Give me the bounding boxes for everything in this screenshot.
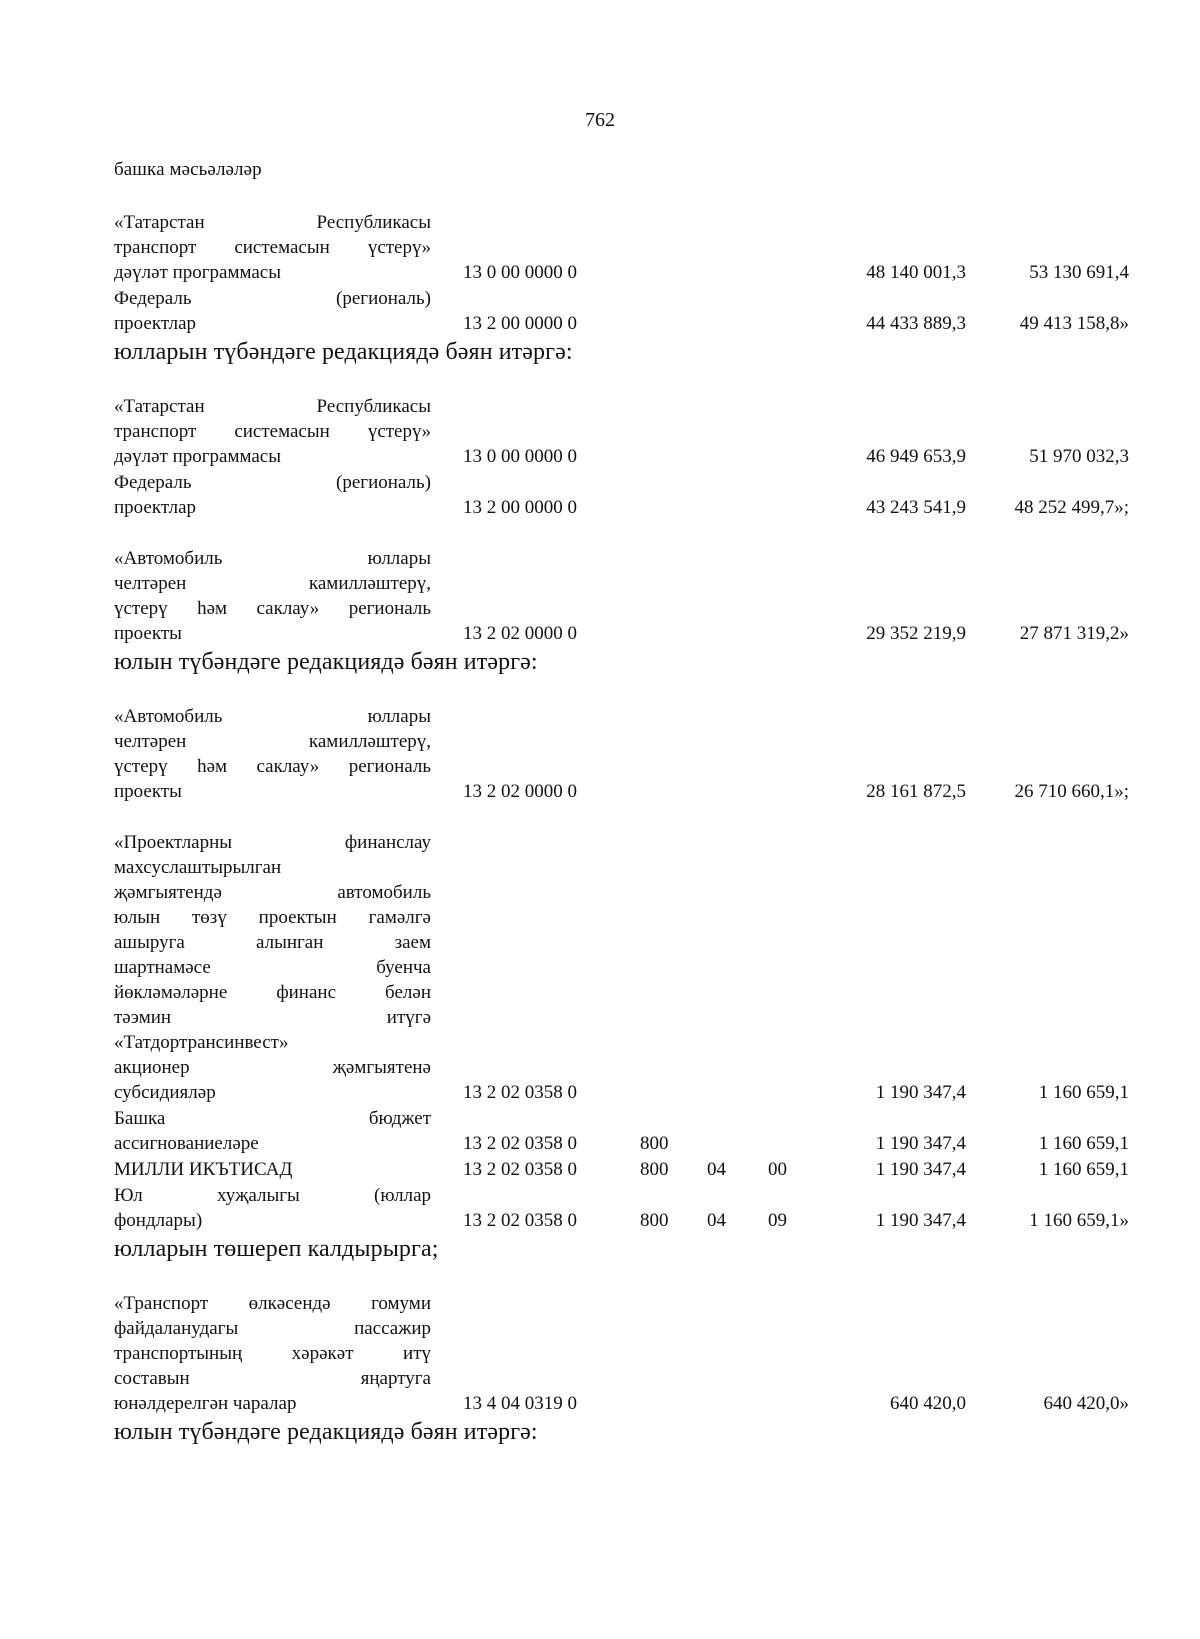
target-code: 13 2 02 0358 0 <box>463 1159 577 1180</box>
row-name-line: Федераль (региональ) <box>114 288 431 309</box>
table-row <box>0 704 1200 804</box>
row-name <box>114 210 431 285</box>
row-name <box>114 1106 431 1156</box>
table-row <box>0 286 1200 336</box>
row-name-line: проектлар <box>114 313 197 334</box>
expense-type: 800 <box>640 1210 669 1231</box>
target-code: 13 2 02 0358 0 <box>463 1082 577 1103</box>
amount-year-2: 1 160 659,1» <box>1029 1210 1129 1231</box>
amendment-statement: юлларын төшереп калдырырга; <box>114 1236 439 1262</box>
row-name <box>114 394 431 469</box>
row-name-line: проектлар <box>114 497 197 518</box>
table-row <box>0 1183 1200 1233</box>
row-name <box>114 546 431 646</box>
table-row <box>0 394 1200 469</box>
section-code: 04 <box>707 1159 726 1180</box>
amount-year-2: 48 252 499,7»; <box>1014 497 1129 518</box>
table-group <box>0 1291 1200 1416</box>
row-name-line: юнәлдерелгән чаралар <box>114 1393 297 1414</box>
amount-year-2: 1 160 659,1 <box>1038 1082 1129 1103</box>
amount-year-1: 46 949 653,9 <box>866 446 966 467</box>
row-name-line: тәэмин итүгә <box>114 1007 431 1028</box>
amount-year-1: 1 190 347,4 <box>875 1210 966 1231</box>
target-code: 13 2 00 0000 0 <box>463 313 577 334</box>
row-name-line: дәүләт программасы <box>114 446 282 467</box>
row-name-line: шартнамәсе буенча <box>114 957 431 978</box>
target-code: 13 2 00 0000 0 <box>463 497 577 518</box>
row-name <box>114 704 431 804</box>
expense-type: 800 <box>640 1159 669 1180</box>
row-name-line: «Автомобиль юллары <box>114 548 431 569</box>
amendment-statement: юлын түбәндәге редакциядә бәян итәргә: <box>114 649 538 675</box>
row-name-line: җәмгыятендә автомобиль <box>114 882 431 903</box>
row-name <box>114 1183 431 1233</box>
amount-year-1: 29 352 219,9 <box>866 623 966 644</box>
table-row <box>0 830 1200 1105</box>
row-name <box>114 1291 431 1416</box>
page-number: 762 <box>585 109 615 131</box>
target-code: 13 2 02 0358 0 <box>463 1133 577 1154</box>
row-name-line: ашыруга алынган заем <box>114 932 431 953</box>
amount-year-1: 28 161 872,5 <box>866 781 966 802</box>
row-name-line: юлын төзү проектын гамәлгә <box>114 907 431 928</box>
row-name-line: «Транспорт өлкәсендә гомуми <box>114 1293 431 1314</box>
row-name-line: «Татарстан Республикасы <box>114 396 431 417</box>
row-name <box>114 1157 431 1182</box>
row-name-line: транспортының хәрәкәт итү <box>114 1343 431 1364</box>
target-code: 13 4 04 0319 0 <box>463 1393 577 1414</box>
amount-year-2: 1 160 659,1 <box>1038 1159 1129 1180</box>
row-name-line: «Проектларны финанслау <box>114 832 431 853</box>
amendment-statement: юлларын түбәндәге редакциядә бәян итәргә: <box>114 339 573 365</box>
row-name-line: дәүләт программасы <box>114 262 282 283</box>
row-name <box>114 830 431 1105</box>
table-group <box>0 394 1200 520</box>
section-code: 04 <box>707 1210 726 1231</box>
amount-year-2: 49 413 158,8» <box>1019 313 1129 334</box>
table-row <box>0 1106 1200 1156</box>
target-code: 13 2 02 0000 0 <box>463 623 577 644</box>
amount-year-1: 44 433 889,3 <box>866 313 966 334</box>
amount-year-1: 48 140 001,3 <box>866 262 966 283</box>
row-name <box>114 286 431 336</box>
subsection-code: 09 <box>768 1210 787 1231</box>
target-code: 13 0 00 0000 0 <box>463 446 577 467</box>
table-row <box>0 1291 1200 1416</box>
table-group <box>0 546 1200 646</box>
amount-year-1: 1 190 347,4 <box>875 1082 966 1103</box>
intro-text: башка мәсьәләләр <box>114 159 262 180</box>
expense-type: 800 <box>640 1133 669 1154</box>
amount-year-1: 43 243 541,9 <box>866 497 966 518</box>
row-name-line: транспорт системасын үстерү» <box>114 237 431 258</box>
row-name-line: проекты <box>114 623 182 644</box>
target-code: 13 2 02 0000 0 <box>463 781 577 802</box>
target-code: 13 2 02 0358 0 <box>463 1210 577 1231</box>
amount-year-2: 53 130 691,4 <box>1029 262 1129 283</box>
row-name-line: файдаланудагы пассажир <box>114 1318 431 1339</box>
document-body <box>0 158 1200 1446</box>
amount-year-2: 1 160 659,1 <box>1038 1133 1129 1154</box>
row-name-line: Башка бюджет <box>114 1108 431 1129</box>
row-name-line: челтәрен камилләштерү, <box>114 731 431 752</box>
table-group <box>0 704 1200 804</box>
row-name-line: «Татдортрансинвест» <box>114 1032 289 1053</box>
table-row <box>0 470 1200 520</box>
row-name-line: «Татарстан Республикасы <box>114 212 431 233</box>
table-row <box>0 546 1200 646</box>
row-name-line: проекты <box>114 781 182 802</box>
amount-year-2: 27 871 319,2» <box>1019 623 1129 644</box>
amount-year-2: 51 970 032,3 <box>1029 446 1129 467</box>
row-name-line: йөкләмәләрне финанс белән <box>114 982 431 1003</box>
row-name-line: акционер җәмгыятенә <box>114 1057 431 1078</box>
row-name-line: субсидияләр <box>114 1082 216 1103</box>
table-group <box>0 210 1200 336</box>
row-name-line: «Автомобиль юллары <box>114 706 431 727</box>
amount-year-1: 1 190 347,4 <box>875 1159 966 1180</box>
row-name-line: фондлары) <box>114 1210 203 1231</box>
amendment-statement: юлын түбәндәге редакциядә бәян итәргә: <box>114 1419 538 1445</box>
amount-year-1: 1 190 347,4 <box>875 1133 966 1154</box>
row-name-line: составын яңартуга <box>114 1368 431 1389</box>
target-code: 13 0 00 0000 0 <box>463 262 577 283</box>
table-group <box>0 830 1200 1233</box>
subsection-code: 00 <box>768 1159 787 1180</box>
row-name-line: үстерү һәм саклау» региональ <box>114 756 431 777</box>
row-name-line: МИЛЛИ ИКЪТИСАД <box>114 1159 293 1180</box>
table-row <box>0 1157 1200 1182</box>
amount-year-2: 640 420,0» <box>1043 1393 1129 1414</box>
row-name-line: Юл хуҗалыгы (юллар <box>114 1185 431 1206</box>
row-name-line: махсуслаштырылган <box>114 857 282 878</box>
table-row <box>0 210 1200 285</box>
amount-year-1: 640 420,0 <box>890 1393 966 1414</box>
row-name <box>114 470 431 520</box>
row-name-line: челтәрен камилләштерү, <box>114 573 431 594</box>
row-name-line: үстерү һәм саклау» региональ <box>114 598 431 619</box>
row-name-line: Федераль (региональ) <box>114 472 431 493</box>
row-name-line: ассигнованиеләре <box>114 1133 259 1154</box>
amount-year-2: 26 710 660,1»; <box>1014 781 1129 802</box>
row-name-line: транспорт системасын үстерү» <box>114 421 431 442</box>
